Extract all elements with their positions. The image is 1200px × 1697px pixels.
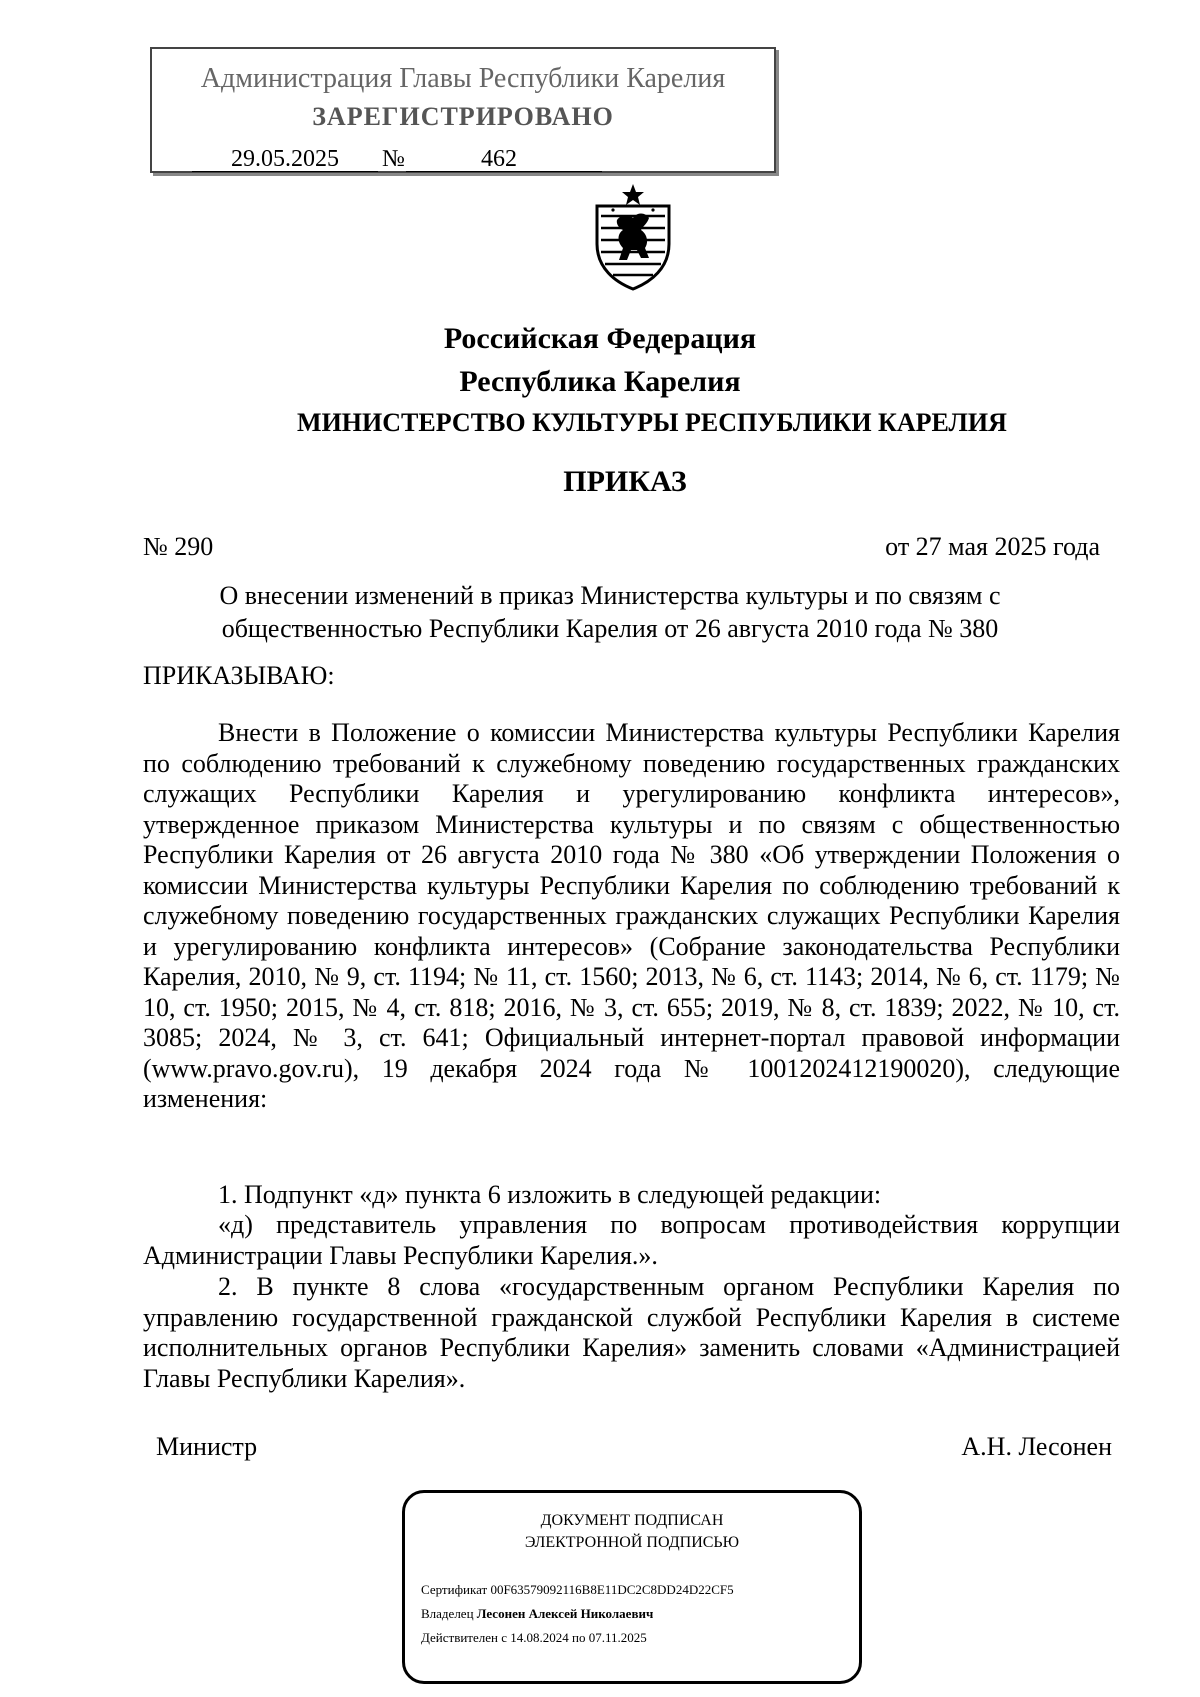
esign-valid-label: Действителен bbox=[421, 1630, 498, 1645]
body-main-paragraph: Внести в Положение о комиссии Министерства культуры Республики Карелия по соблюдению требований к служебному поведению государственных гражданских служащих Республики Карелия и урегулированию конфликта интересов», утвержденное приказом Министерства культуры и по связям с общественностью Республики Карелия от 26 августа 2010 года № 380 «Об утверждении Положения о комиссии Министерства культуры Республики Карелия по соблюдению требований к служебному поведению государственных гражданских служащих Республики Карелия и урегулированию конфликта интересов» (Собрание законодательства Республики Карелия, 2010, № 9, ст. 1194; № 11, ст. 1560; 2013, № 6, ст. 1143; 2014, № 6, ст. 1179; № 10, ст. 1950; 2015, № 4, ст. 818; 2016, № 3, ст. 655; 2019, № 8, ст. 1839; 2022, № 10, ст. 3085; 2024, № 3, ст. 641; Официальный интернет-портал правовой информации (www.pravo.gov.ru), 19 декабря 2024 года № 1001202412190020), следующие изменения: bbox=[143, 718, 1120, 1113]
document-type: ПРИКАЗ bbox=[563, 465, 687, 498]
esign-owner bbox=[421, 1606, 653, 1622]
registration-date: 29.05.2025 bbox=[192, 147, 378, 172]
registration-number: 462 bbox=[406, 147, 602, 172]
karelia-coat-of-arms-icon bbox=[587, 182, 679, 292]
esign-valid-from: 14.08.2024 bbox=[510, 1630, 569, 1645]
order-number: № 290 bbox=[143, 532, 214, 561]
signer-title: Министр bbox=[156, 1432, 258, 1461]
header-republic: Республика Карелия bbox=[459, 365, 741, 398]
order-date: от 27 мая 2025 года bbox=[885, 532, 1100, 561]
esign-valid-from-label: с bbox=[501, 1630, 507, 1645]
item-1-text: «д) представитель управления по вопросам противодействия коррупции Администрации Главы Республики Карелия.». bbox=[143, 1210, 1120, 1270]
command-word: ПРИКАЗЫВАЮ: bbox=[143, 661, 335, 690]
registration-status: ЗАРЕГИСТРИРОВАНО bbox=[312, 102, 614, 131]
esign-cert-label: Сертификат bbox=[421, 1582, 488, 1597]
item-2-paragraph: 2. В пункте 8 слова «государственным органом Республики Карелия по управлению государственной гражданской службой Республики Карелия в системе исполнительных органов Республики Карелия» заменить словами «Администрацией Главы Республики Карелия». bbox=[143, 1272, 1120, 1393]
order-subject: О внесении изменений в приказ Министерства культуры и по связям с общественностью Республики Карелия от 26 августа 2010 года № 380 bbox=[219, 581, 1001, 643]
registration-number-sign: № bbox=[382, 146, 405, 172]
header-country: Российская Федерация bbox=[443, 322, 757, 355]
esign-owner-value: Лесонен Алексей Николаевич bbox=[476, 1606, 654, 1621]
esign-valid-to-label: по bbox=[572, 1630, 586, 1645]
signer-name: А.Н. Лесонен bbox=[961, 1432, 1112, 1461]
esign-validity bbox=[421, 1630, 647, 1646]
registration-stamp bbox=[150, 47, 776, 173]
esign-title-line2: ЭЛЕКТРОННОЙ ПОДПИСЬЮ bbox=[524, 1534, 740, 1551]
esign-cert-value: 00F63579092116B8E11DC2C8DD24D22CF5 bbox=[490, 1582, 734, 1597]
electronic-signature-stamp bbox=[402, 1490, 862, 1684]
esign-valid-to: 07.11.2025 bbox=[588, 1630, 647, 1645]
esign-owner-label: Владелец bbox=[421, 1606, 474, 1621]
esign-certificate bbox=[421, 1582, 734, 1598]
registration-organization: Администрация Главы Республики Карелия bbox=[200, 63, 726, 94]
esign-title-line1: ДОКУМЕНТ ПОДПИСАН bbox=[540, 1512, 724, 1529]
header-ministry: МИНИСТЕРСТВО КУЛЬТУРЫ РЕСПУБЛИКИ КАРЕЛИЯ bbox=[297, 408, 1007, 437]
item-1-heading: 1. Подпункт «д» пункта 6 изложить в следующей редакции: bbox=[218, 1180, 882, 1209]
